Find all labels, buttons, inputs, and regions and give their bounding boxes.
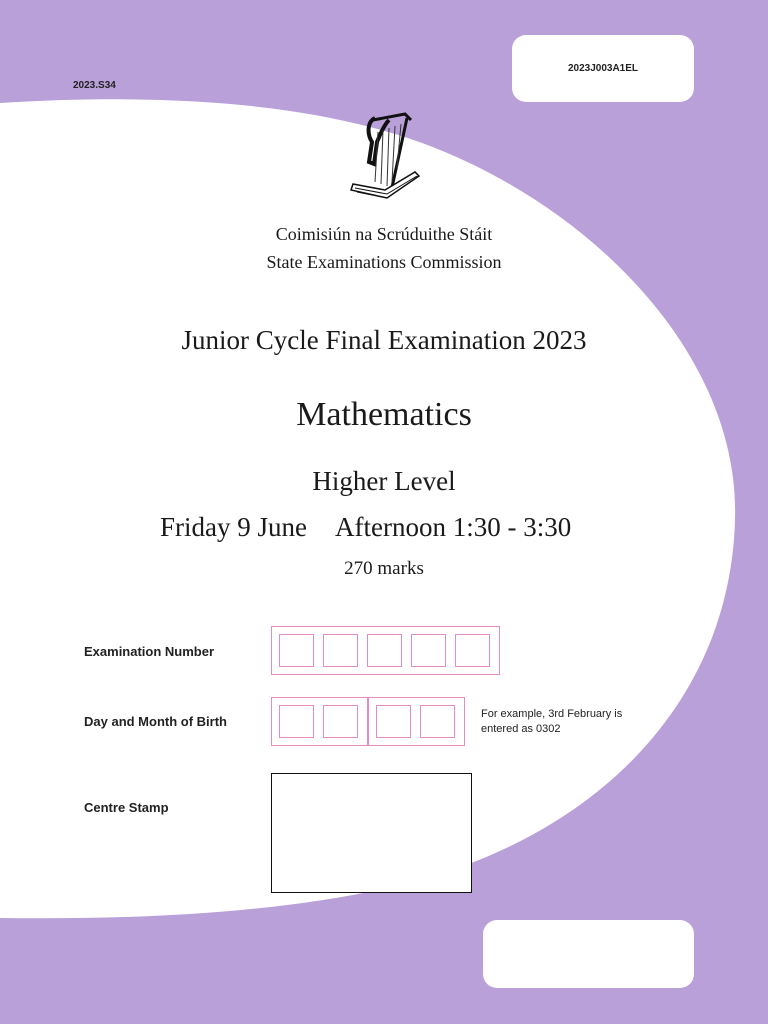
exam-day: Friday 9 June [160, 512, 307, 542]
exam-number-label: Examination Number [84, 644, 215, 659]
dob-day-digit[interactable] [279, 705, 314, 738]
paper-code: 2023.S34 [73, 80, 116, 91]
exam-marks: 270 marks [344, 558, 424, 579]
exam-level: Higher Level [312, 466, 456, 496]
bottom-blank-box [483, 920, 694, 988]
exam-number-digit[interactable] [323, 634, 358, 667]
exam-time: Afternoon 1:30 - 3:30 [334, 512, 572, 542]
dob-day-field[interactable] [271, 697, 368, 746]
exam-title: Junior Cycle Final Examination 2023 [181, 325, 587, 355]
candidate-code-box [512, 35, 694, 102]
subject-title: Mathematics [296, 396, 472, 433]
exam-number-digit[interactable] [411, 634, 446, 667]
commission-name-english: State Examinations Commission [266, 252, 502, 272]
centre-stamp-label: Centre Stamp [84, 800, 169, 815]
candidate-code: 2023J003A1EL [567, 63, 639, 74]
commission-name-irish: Coimisiún na Scrúduithe Stáit [275, 224, 493, 244]
exam-number-digit[interactable] [455, 634, 490, 667]
dob-day-digit[interactable] [323, 705, 358, 738]
harp-book-icon [345, 112, 425, 204]
dob-month-digit[interactable] [376, 705, 411, 738]
exam-date-time [160, 512, 620, 543]
dob-example-note: For example, 3rd February is entered as 0302 [481, 708, 623, 735]
dob-month-digit[interactable] [420, 705, 455, 738]
exam-number-field[interactable] [271, 626, 500, 675]
centre-stamp-box [271, 773, 472, 893]
dob-label: Day and Month of Birth [84, 714, 227, 729]
dob-month-field[interactable] [368, 697, 465, 746]
exam-number-digit[interactable] [279, 634, 314, 667]
exam-number-digit[interactable] [367, 634, 402, 667]
